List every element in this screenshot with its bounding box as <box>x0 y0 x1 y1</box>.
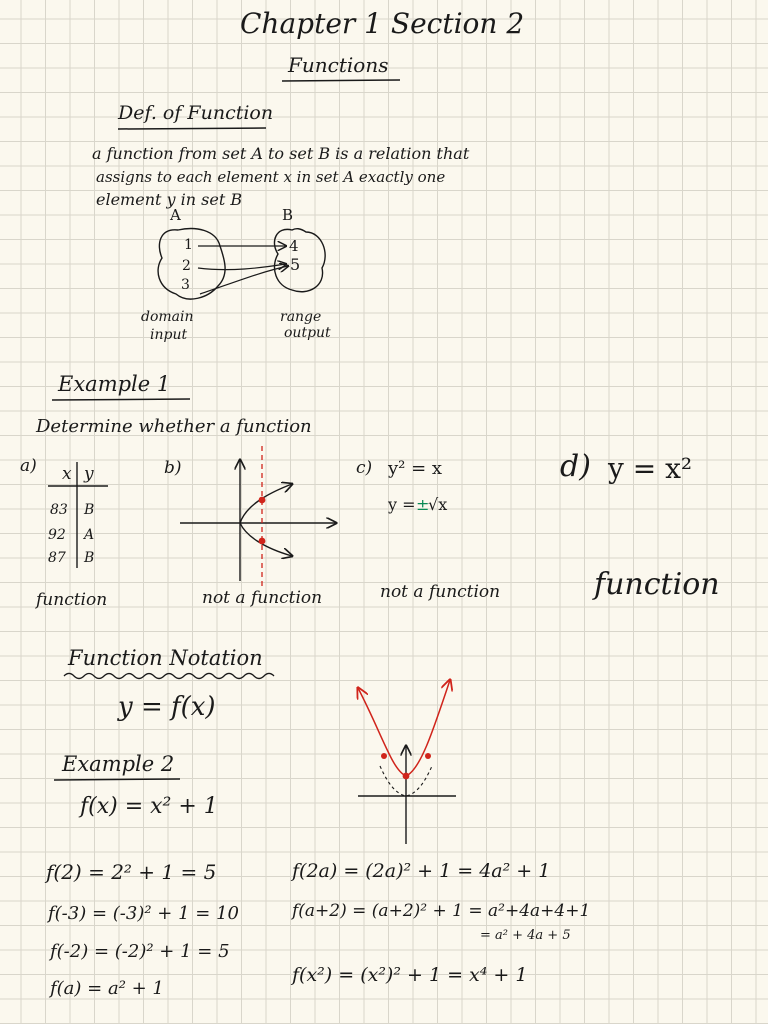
set-a-value: 2 <box>182 258 191 274</box>
definition-heading: Def. of Function <box>118 102 274 124</box>
set-b-value: 4 <box>289 237 299 255</box>
part-c-solution-left: y = <box>388 495 416 514</box>
page-title: Chapter 1 Section 2 <box>240 7 525 40</box>
part-d-equation: y = x² <box>608 452 693 485</box>
table-header-y: y <box>84 464 94 484</box>
part-c-verdict: not a function <box>380 582 501 602</box>
part-b-label: b) <box>164 458 182 478</box>
example1-prompt: Determine whether a function <box>36 416 312 437</box>
example1-heading-underline <box>50 397 200 403</box>
table-cell: 92 <box>48 527 66 543</box>
table-cell: 87 <box>48 550 66 566</box>
definition-line-1: a function from set A to set B is a relation that <box>92 144 470 163</box>
table-cell: A <box>84 527 95 543</box>
definition-heading-underline <box>116 126 276 132</box>
example2-eval: f(x²) = (x²)² + 1 = x⁴ + 1 <box>292 964 528 986</box>
input-label: input <box>150 327 188 343</box>
example2-eval: f(a+2) = (a+2)² + 1 = a²+4a+4+1 <box>292 901 591 921</box>
example2-eval: f(-2) = (-2)² + 1 = 5 <box>50 941 230 962</box>
part-c-plus-minus: ± <box>416 495 430 514</box>
part-d-label: d) <box>560 449 591 484</box>
table-cell: B <box>84 550 95 566</box>
definition-line-2: assigns to each element x in set A exactly one <box>96 168 446 186</box>
example2-definition: f(x) = x² + 1 <box>80 794 218 819</box>
set-b-value: 5 <box>290 255 301 274</box>
definition-line-3: element y in set B <box>96 190 243 209</box>
example2-eval: f(-3) = (-3)² + 1 = 10 <box>48 903 239 924</box>
section-subtitle: Functions <box>288 53 389 77</box>
table-cell: 83 <box>50 502 68 518</box>
notation-heading: Function Notation <box>68 646 263 670</box>
notation-formula: y = f(x) <box>118 692 216 722</box>
domain-label: domain <box>141 309 194 325</box>
table-header-x: x <box>62 464 72 484</box>
set-b-label: B <box>282 206 294 224</box>
output-label: output <box>284 325 331 341</box>
part-a-label: a) <box>20 456 37 476</box>
example2-eval: f(a) = a² + 1 <box>50 978 164 999</box>
part-a-verdict: function <box>36 590 108 610</box>
part-b-verdict: not a function <box>202 588 323 608</box>
part-c-label: c) <box>356 458 373 478</box>
set-a-label: A <box>170 206 181 224</box>
example2-heading-underline <box>52 777 192 783</box>
set-a-value: 1 <box>184 237 193 253</box>
example2-heading: Example 2 <box>62 752 175 776</box>
example2-eval: f(2) = 2² + 1 = 5 <box>46 860 217 884</box>
example2-eval: = a² + 4a + 5 <box>480 928 571 943</box>
part-d-verdict: function <box>594 567 720 602</box>
mapping-diagram <box>150 224 340 314</box>
set-a-value: 3 <box>181 277 190 293</box>
subtitle-underline <box>280 78 410 84</box>
example1-heading: Example 1 <box>58 372 171 396</box>
sideways-parabola-graph <box>176 446 346 586</box>
parabola-graph <box>352 674 462 846</box>
part-c-equation: y² = x <box>388 458 443 479</box>
example2-eval: f(2a) = (2a)² + 1 = 4a² + 1 <box>292 860 551 882</box>
part-c-solution-right: √x <box>428 495 448 514</box>
table-cell: B <box>84 502 95 518</box>
notation-wavy-underline <box>62 670 282 682</box>
range-label: range <box>280 309 322 325</box>
